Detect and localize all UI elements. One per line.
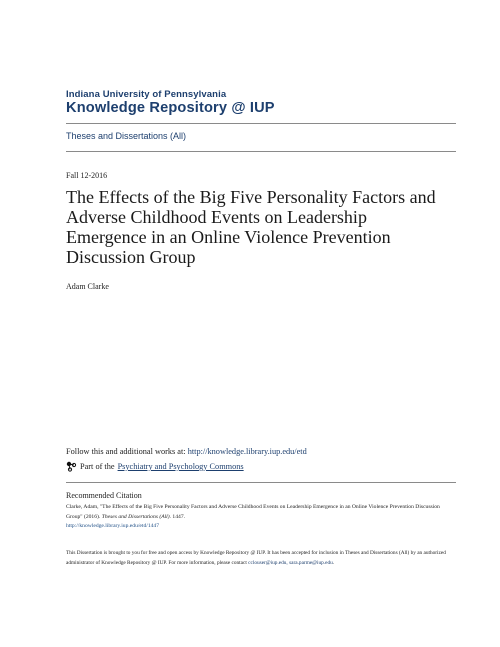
document-title: The Effects of the Big Five Personality Factors and Adverse Childhood Events on Leadership Emergence in an Online Violence Prevention Discussion Group	[66, 187, 436, 267]
commons-network-icon	[66, 461, 77, 472]
citation-text-main: Clarke, Adam, "The Effects of the Big Five Personality Factors and Adverse Childhood Events on Leadership Emergence in an Online Violence Prevention Discussion Group" (2016).	[66, 504, 440, 520]
contact-email-1[interactable]: cclouser@iup.edu,	[248, 559, 288, 566]
footer-end: .	[332, 559, 335, 566]
collection-link[interactable]: Theses and Dissertations (All)	[66, 131, 187, 141]
footer-notice-text: This Dissertation is brought to you for free and open access by Knowledge Repository @ IUP. It has been accepted for inclusion in Theses and Dissertations (All) by an authorized administrator of Knowledge Repository @ IUP. For more information, please contact	[66, 550, 446, 566]
citation-heading: Recommended Citation	[66, 491, 142, 500]
citation-series: Theses and Dissertations (All).	[101, 513, 172, 520]
author-name: Adam Clarke	[66, 282, 109, 291]
partof-line	[66, 461, 244, 472]
university-name: Indiana University of Pennsylvania	[66, 89, 227, 100]
divider-middle	[66, 151, 456, 152]
citation-url-link[interactable]: http://knowledge.library.iup.edu/etd/1447	[66, 523, 160, 530]
citation-text	[66, 503, 446, 532]
divider-top	[66, 123, 456, 124]
follow-line	[66, 447, 307, 456]
follow-url-link[interactable]: http://knowledge.library.iup.edu/etd	[187, 447, 307, 456]
divider-bottom	[66, 482, 456, 483]
partof-prefix: Part of the	[80, 462, 115, 471]
repository-name[interactable]: Knowledge Repository @ IUP	[66, 100, 275, 116]
citation-number: 1447.	[172, 513, 186, 520]
contact-email-2[interactable]: sara.parme@iup.edu	[289, 559, 333, 566]
follow-prefix: Follow this and additional works at:	[66, 447, 188, 456]
publication-date: Fall 12-2016	[66, 171, 108, 180]
psychiatry-psychology-commons-link[interactable]: Psychiatry and Psychology Commons	[117, 462, 244, 471]
footer-notice	[66, 549, 446, 568]
